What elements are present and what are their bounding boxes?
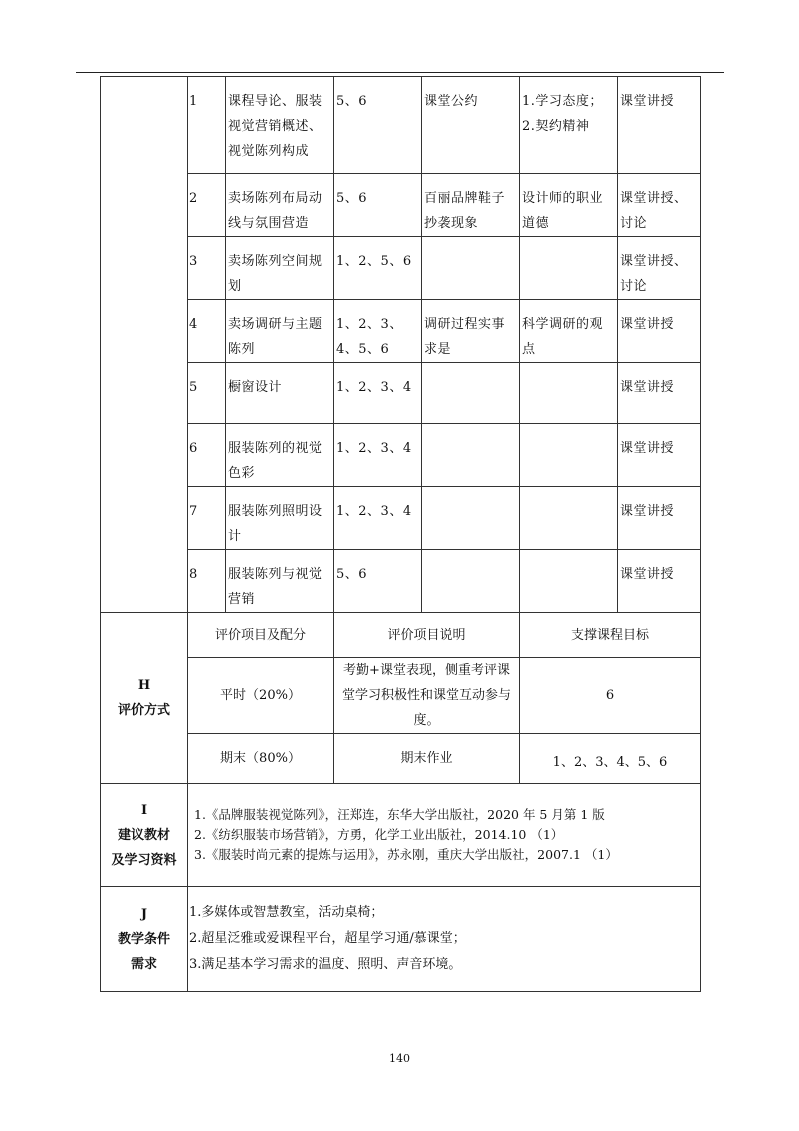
- teaching-method: 课堂讲授: [618, 300, 701, 363]
- ideological-element: [422, 237, 520, 300]
- lesson-content: 课程导论、服装视觉营销概述、视觉陈列构成: [226, 77, 334, 174]
- lesson-content: 卖场陈列空间规划: [226, 237, 334, 300]
- eval-final-desc: 期末作业: [334, 734, 520, 784]
- teaching-method: 课堂讲授、讨论: [618, 174, 701, 237]
- page-number: 140: [389, 1052, 410, 1065]
- teaching-method: 课堂讲授: [618, 77, 701, 174]
- conditions-label-2: 需求: [130, 956, 157, 972]
- ideological-point: 设计师的职业道德: [520, 174, 618, 237]
- lesson-goals: 5、6: [334, 77, 422, 174]
- ideological-point: [520, 487, 618, 550]
- teaching-method: 课堂讲授: [618, 550, 701, 613]
- lesson-number: 7: [188, 487, 226, 550]
- ideological-element: [422, 487, 520, 550]
- condition-item: 3.满足基本学习需求的温度、照明、声音环境。: [189, 957, 462, 972]
- ideological-point: [520, 237, 618, 300]
- ideological-element: 百丽品牌鞋子抄袭现象: [422, 174, 520, 237]
- material-item: 3.《服装时尚元素的提炼与运用》，苏永刚，重庆大学出版社，2007.1 （1）: [194, 847, 618, 862]
- evaluation-section: [101, 613, 701, 784]
- lesson-number: 5: [188, 363, 226, 424]
- lesson-goals: 5、6: [334, 174, 422, 237]
- eval-usual-desc: 考勤+课堂表现，侧重考评课堂学习积极性和课堂互动参与度。: [334, 658, 520, 734]
- lesson-content: 服装陈列照明设计: [226, 487, 334, 550]
- materials-label-1: 建议教材: [117, 827, 170, 843]
- eval-header-desc: 评价项目说明: [334, 613, 520, 658]
- table-row: [101, 300, 701, 363]
- table-row: [101, 424, 701, 487]
- teaching-method: 课堂讲授: [618, 487, 701, 550]
- lesson-content: 橱窗设计: [226, 363, 334, 424]
- lesson-number: 4: [188, 300, 226, 363]
- lesson-goals: 1、2、5、6: [334, 237, 422, 300]
- lesson-goals: 1、2、3、4、5、6: [334, 300, 422, 363]
- conditions-label-1: 教学条件: [117, 931, 170, 947]
- table-row: [101, 174, 701, 237]
- ideological-point: 1.学习态度；2.契约精神: [520, 77, 618, 174]
- conditions-label-cell: [101, 887, 188, 992]
- table-row: [101, 77, 701, 174]
- conditions-section: [101, 887, 701, 992]
- schedule-rows: [101, 77, 701, 613]
- lesson-content: 卖场陈列布局动线与氛围营造: [226, 174, 334, 237]
- ideological-element: [422, 550, 520, 613]
- header-rule: [76, 72, 724, 73]
- lesson-goals: 1、2、3、4: [334, 487, 422, 550]
- evaluation-letter: H: [137, 678, 151, 693]
- ideological-point: [520, 424, 618, 487]
- evaluation-label-cell: [101, 613, 188, 784]
- materials-list: [188, 784, 701, 887]
- material-item: 2.《纺织服装市场营销》，方勇，化学工业出版社，2014.10 （1）: [194, 827, 564, 842]
- teaching-method: 课堂讲授: [618, 363, 701, 424]
- eval-header-item: 评价项目及配分: [188, 613, 334, 658]
- teaching-method: 课堂讲授: [618, 424, 701, 487]
- ideological-element: [422, 363, 520, 424]
- lesson-goals: 1、2、3、4: [334, 363, 422, 424]
- materials-label-2: 及学习资料: [111, 852, 177, 868]
- eval-final-item: 期末（80%）: [188, 734, 334, 784]
- lesson-number: 6: [188, 424, 226, 487]
- materials-letter: I: [140, 802, 148, 818]
- course-table: [100, 76, 701, 992]
- ideological-element: 课堂公约: [422, 77, 520, 174]
- ideological-element: [422, 424, 520, 487]
- eval-final-target: 1、2、3、4、5、6: [520, 734, 701, 784]
- lesson-content: 服装陈列的视觉色彩: [226, 424, 334, 487]
- lesson-number: 1: [188, 77, 226, 174]
- lesson-number: 8: [188, 550, 226, 613]
- evaluation-label: 评价方式: [117, 703, 170, 718]
- teaching-method: 课堂讲授、讨论: [618, 237, 701, 300]
- table-row: [101, 487, 701, 550]
- table-row: [101, 363, 701, 424]
- conditions-list: [188, 887, 701, 992]
- lesson-number: 3: [188, 237, 226, 300]
- ideological-point: [520, 550, 618, 613]
- condition-item: 2.超星泛雅或爱课程平台，超星学习通/慕课堂；: [189, 931, 466, 946]
- eval-usual-item: 平时（20%）: [188, 658, 334, 734]
- lesson-content: 服装陈列与视觉营销: [226, 550, 334, 613]
- ideological-point: 科学调研的观点: [520, 300, 618, 363]
- materials-section: [101, 784, 701, 887]
- conditions-letter: J: [140, 906, 148, 922]
- eval-header-target: 支撑课程目标: [520, 613, 701, 658]
- schedule-side-cell: [101, 77, 188, 613]
- ideological-point: [520, 363, 618, 424]
- lesson-number: 2: [188, 174, 226, 237]
- condition-item: 1.多媒体或智慧教室，活动桌椅；: [189, 905, 384, 920]
- lesson-content: 卖场调研与主题陈列: [226, 300, 334, 363]
- ideological-element: 调研过程实事求是: [422, 300, 520, 363]
- eval-usual-target: 6: [520, 658, 701, 734]
- material-item: 1.《品牌服装视觉陈列》，汪郑连，东华大学出版社，2020 年 5 月第 1 版: [194, 807, 605, 822]
- lesson-goals: 1、2、3、4: [334, 424, 422, 487]
- table-row: [101, 550, 701, 613]
- table-row: [101, 237, 701, 300]
- materials-label-cell: [101, 784, 188, 887]
- lesson-goals: 5、6: [334, 550, 422, 613]
